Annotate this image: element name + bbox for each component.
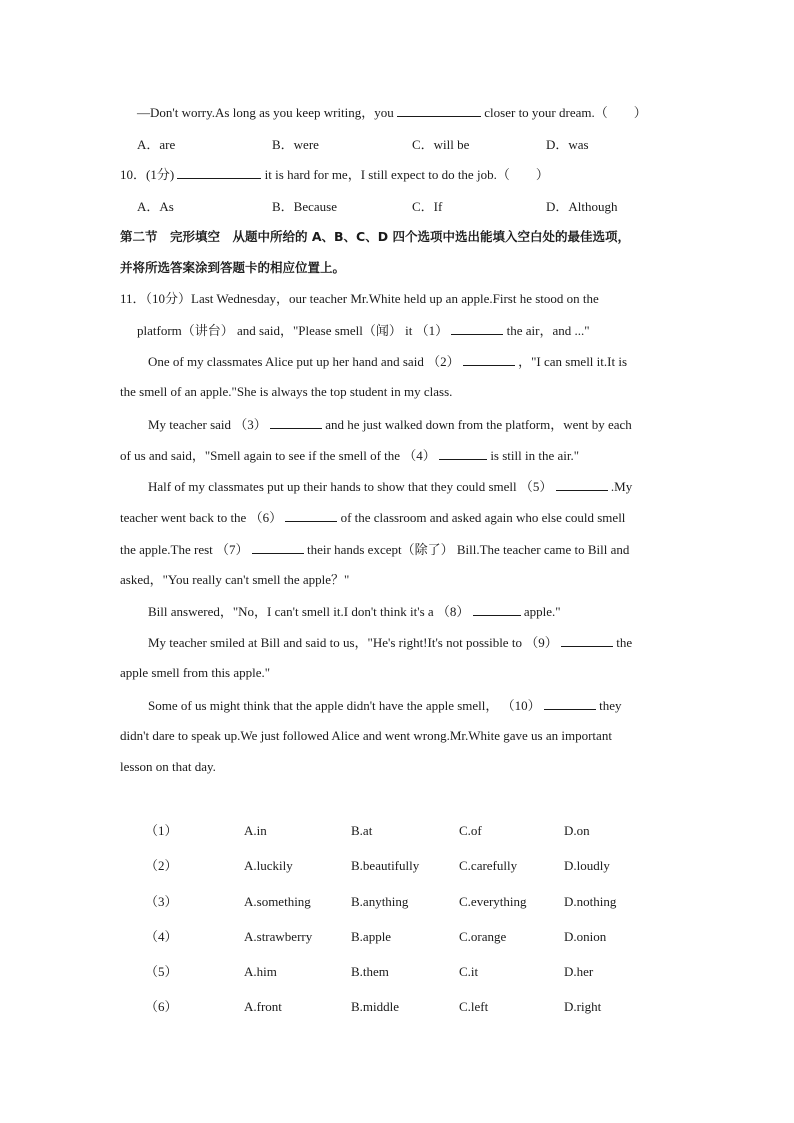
- section-heading-line2: 并将所选答案涂到答题卡的相应位置上。: [120, 260, 346, 275]
- q11-line-9-text: the apple.The rest （7）: [120, 542, 249, 557]
- q11-line-6-text: of us and said，"Smell again to see if the smell of the （4）: [120, 448, 436, 463]
- q9-option-b: B．were: [272, 137, 319, 152]
- choice-d: D.on: [564, 823, 590, 838]
- q11-line-2: [137, 321, 590, 340]
- section-heading-line1: 第二节 完形填空 从题中所给的 A、B、C、D 四个选项中选出能填入空白处的最佳选项，: [120, 229, 630, 244]
- q11-line-5-tail: and he just walked down from the platform，went by each: [325, 417, 632, 432]
- choice-c: C.of: [459, 823, 482, 838]
- q10-blank: [177, 165, 261, 179]
- choice-a: A.luckily: [244, 858, 293, 873]
- q11-line-12-tail: the: [616, 635, 633, 650]
- q10-option-d: D．Although: [546, 199, 618, 214]
- q10-line: [120, 165, 549, 184]
- q11-line-8-tail: of the classroom and asked again who else could smell: [340, 510, 626, 525]
- choice-c: C.everything: [459, 894, 527, 909]
- q9-option-c: C．will be: [412, 137, 470, 152]
- choice-b: B.anything: [351, 894, 409, 909]
- q11-line-8-text: teacher went back to the （6）: [120, 510, 283, 525]
- q10-option-b: B．Because: [272, 199, 337, 214]
- choice-c: C.orange: [459, 929, 507, 944]
- q11-line-10: asked，"You really can't smell the apple？": [120, 572, 350, 587]
- q10-tail: it is hard for me，I still expect to do the job.（ ）: [264, 167, 549, 182]
- q11-line-9: [120, 540, 629, 559]
- choice-b: B.at: [351, 823, 373, 838]
- choice-number: （2）: [145, 858, 178, 873]
- choice-d: D.onion: [564, 929, 607, 944]
- q11-line-3-tail: ，"I can smell it.It is: [518, 354, 628, 369]
- q11-line-16: lesson on that day.: [120, 759, 216, 774]
- q11-line-14-text: Some of us might think that the apple didn't have the apple smell， （10）: [148, 698, 541, 713]
- q11-line-7: [148, 477, 632, 496]
- choice-number: （4）: [145, 929, 178, 944]
- blank-2: [463, 352, 515, 366]
- choice-d: D.right: [564, 999, 602, 1014]
- q11-line-12-text: My teacher smiled at Bill and said to us，"He's right!It's not possible to （9）: [148, 635, 558, 650]
- q9-blank: [397, 103, 481, 117]
- q11-line-12: [148, 633, 632, 652]
- choice-b: B.them: [351, 964, 389, 979]
- choice-row: [0, 857, 794, 875]
- choice-number: （3）: [145, 894, 178, 909]
- q9-option-a: A．are: [137, 137, 176, 152]
- q11-line-11: [148, 602, 561, 621]
- blank-4: [439, 446, 487, 460]
- choice-a: A.something: [244, 894, 311, 909]
- q10-option-c: C．If: [412, 199, 443, 214]
- blank-9: [561, 633, 613, 647]
- q11-line-3-text: One of my classmates Alice put up her hand and said （2）: [148, 354, 460, 369]
- choice-c: C.left: [459, 999, 489, 1014]
- blank-3: [270, 415, 322, 429]
- choice-row: [0, 928, 794, 946]
- choice-a: A.him: [244, 964, 277, 979]
- q11-line-2-tail: the air，and ...": [506, 323, 590, 338]
- q11-line-5: [148, 415, 632, 434]
- q11-line-11-text: Bill answered，"No，I can't smell it.I don't think it's a （8）: [148, 604, 470, 619]
- q11-line-5-text: My teacher said （3）: [148, 417, 267, 432]
- q11-line-9-tail: their hands except（除了） Bill.The teacher came to Bill and: [307, 542, 630, 557]
- choice-row: [0, 998, 794, 1016]
- q11-line-7-tail: .My: [610, 479, 633, 494]
- q11-line-4: the smell of an apple."She is always the top student in my class.: [120, 384, 453, 399]
- q11-line-6: [120, 446, 579, 465]
- choice-a: A.in: [244, 823, 267, 838]
- q11-line-6-tail: is still in the air.": [490, 448, 580, 463]
- q11-line-7-text: Half of my classmates put up their hands to show that they could smell （5）: [148, 479, 553, 494]
- q9-option-d: D．was: [546, 137, 589, 152]
- choice-b: B.middle: [351, 999, 400, 1014]
- choice-a: A.front: [244, 999, 282, 1014]
- choice-d: D.loudly: [564, 858, 610, 873]
- choice-d: D.nothing: [564, 894, 617, 909]
- choice-c: C.carefully: [459, 858, 518, 873]
- choice-a: A.strawberry: [244, 929, 313, 944]
- choice-row: [0, 963, 794, 981]
- q9-tail: closer to your dream.（ ）: [484, 105, 647, 120]
- blank-10: [544, 696, 596, 710]
- q11-line-14: [148, 696, 622, 715]
- blank-5: [556, 477, 608, 491]
- choice-number: （1）: [145, 823, 178, 838]
- q11-line-1: 11．（10分）Last Wednesday，our teacher Mr.White held up an apple.First he stood on the: [120, 291, 599, 306]
- choice-b: B.beautifully: [351, 858, 420, 873]
- q11-line-3: [148, 352, 627, 371]
- blank-7: [252, 540, 304, 554]
- q11-line-2-text: platform（讲台） and said，"Please smell（闻） it （1）: [137, 323, 449, 338]
- choice-row: [0, 822, 794, 840]
- q11-line-13: apple smell from this apple.": [120, 665, 271, 680]
- q11-line-8: [120, 508, 625, 527]
- q9-text: —Don't worry.As long as you keep writing，you: [137, 105, 394, 120]
- q11-line-11-tail: apple.": [523, 604, 561, 619]
- choice-number: （6）: [145, 999, 178, 1014]
- blank-8: [473, 602, 521, 616]
- choice-b: B.apple: [351, 929, 392, 944]
- choice-c: C.it: [459, 964, 479, 979]
- q11-line-14-tail: they: [599, 698, 622, 713]
- q10-option-a: A．As: [137, 199, 174, 214]
- choice-d: D.her: [564, 964, 594, 979]
- q10-prefix: 10．(1分): [120, 167, 175, 182]
- choice-row: [0, 893, 794, 911]
- blank-1: [451, 321, 503, 335]
- q9-line: [137, 103, 647, 122]
- blank-6: [285, 508, 337, 522]
- q11-line-15: didn't dare to speak up.We just followed Alice and went wrong.Mr.White gave us an important: [120, 728, 612, 743]
- choice-number: （5）: [145, 964, 178, 979]
